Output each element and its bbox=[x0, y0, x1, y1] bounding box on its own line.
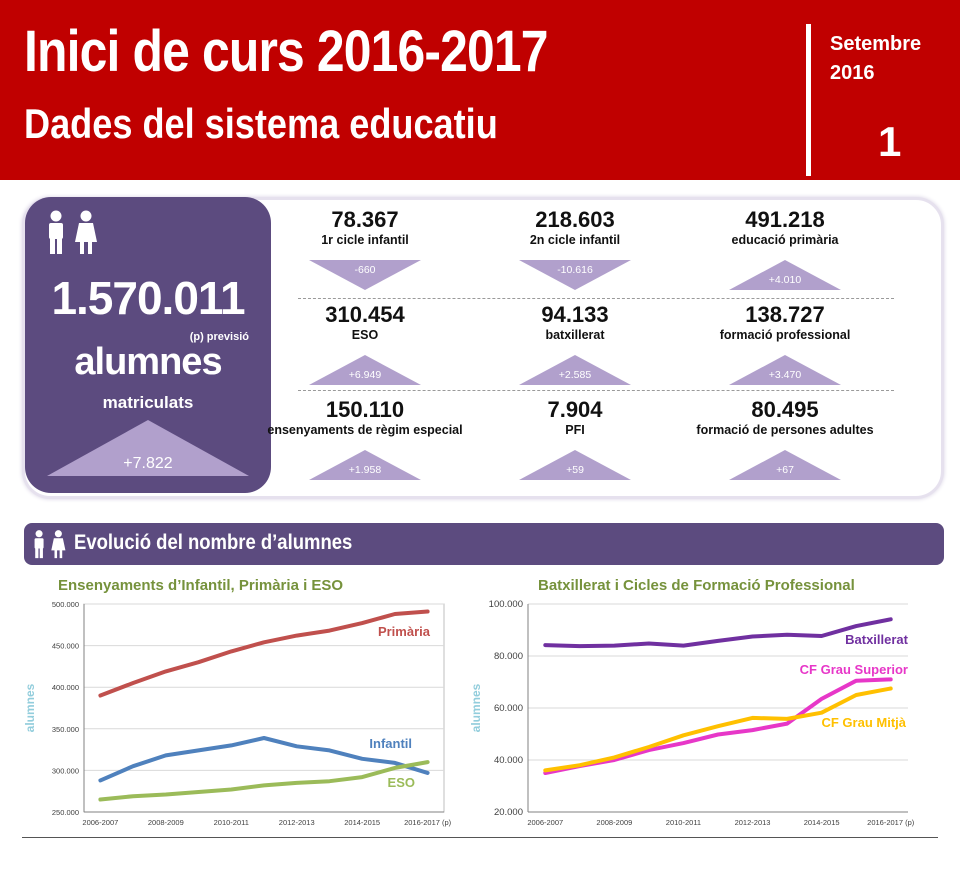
forecast-note: (p) previsió bbox=[189, 331, 249, 343]
stat-change: +1.958 bbox=[348, 464, 382, 476]
stat-value: 7.904 bbox=[547, 397, 603, 422]
y-axis-label: alumnes bbox=[469, 683, 483, 733]
series-label: CF Grau Superior bbox=[799, 662, 908, 677]
page-title: Inici de curs 2016-2017 bbox=[24, 19, 548, 84]
series-label: Infantil bbox=[369, 736, 412, 751]
stat-label: PFI bbox=[565, 423, 585, 437]
total-change-value: +7.822 bbox=[123, 455, 173, 472]
x-tick-label: 2006-2007 bbox=[82, 818, 119, 827]
stat-item bbox=[465, 303, 685, 343]
stat-label: formació professional bbox=[719, 328, 851, 342]
x-tick-label: 2014-2015 bbox=[344, 818, 381, 827]
stat-change: +2.585 bbox=[558, 369, 592, 381]
chart2-title: Batxillerat i Cicles de Formació Professional bbox=[538, 577, 855, 594]
chart-infantil-primaria-eso bbox=[20, 596, 460, 832]
stat-change: +59 bbox=[566, 464, 584, 476]
footer-rule bbox=[22, 837, 938, 838]
x-tick-label: 2016-2017 (p) bbox=[867, 818, 915, 827]
row-divider bbox=[298, 298, 894, 299]
stat-value: 80.495 bbox=[751, 397, 819, 422]
decrease-triangle bbox=[519, 260, 631, 290]
y-tick-label: 400.000 bbox=[51, 683, 79, 693]
total-students-box bbox=[25, 197, 271, 493]
increase-triangle bbox=[729, 355, 841, 385]
stat-label: formació de persones adultes bbox=[696, 423, 874, 437]
stat-label: 2n cicle infantil bbox=[529, 233, 621, 247]
y-tick-label: 80.000 bbox=[493, 651, 523, 662]
y-tick-label: 40.000 bbox=[493, 755, 523, 766]
total-students-value: 1.570.011 bbox=[51, 272, 245, 324]
issue-date bbox=[830, 30, 921, 88]
stat-change: +4.010 bbox=[768, 274, 802, 286]
x-tick-label: 2010-2011 bbox=[213, 818, 249, 827]
stat-value: 310.454 bbox=[325, 302, 405, 327]
decrease-triangle bbox=[309, 260, 421, 290]
stat-item bbox=[255, 208, 475, 248]
series-line-eso bbox=[100, 762, 427, 799]
y-tick-label: 100.000 bbox=[488, 599, 523, 610]
stat-value: 491.218 bbox=[745, 207, 825, 232]
stat-label: ESO bbox=[351, 328, 379, 342]
stat-label: ensenyaments de règim especial bbox=[267, 423, 463, 437]
stat-change: +67 bbox=[776, 464, 794, 476]
stat-label: educació primària bbox=[731, 233, 839, 247]
section-banner bbox=[24, 523, 944, 565]
increase-triangle bbox=[729, 450, 841, 480]
y-tick-label: 20.000 bbox=[493, 807, 523, 818]
issue-month: Setembre bbox=[830, 33, 922, 55]
increase-triangle bbox=[309, 450, 421, 480]
total-students-unit2: matriculats bbox=[102, 393, 194, 412]
stat-item bbox=[675, 208, 895, 248]
series-label: Batxillerat bbox=[845, 632, 908, 647]
y-axis-label: alumnes bbox=[23, 683, 37, 733]
y-tick-label: 300.000 bbox=[51, 766, 79, 776]
stat-change: -10.616 bbox=[557, 264, 593, 276]
section-title: Evolució del nombre d’alumnes bbox=[74, 531, 353, 554]
header-banner bbox=[0, 0, 960, 180]
stat-item bbox=[675, 398, 895, 438]
stat-item bbox=[255, 398, 475, 438]
x-tick-label: 2012-2013 bbox=[734, 818, 771, 827]
x-tick-label: 2008-2009 bbox=[147, 818, 184, 827]
series-label: Primària bbox=[377, 624, 430, 639]
total-students-unit: alumnes bbox=[74, 341, 222, 383]
issue-year: 2016 bbox=[830, 62, 875, 84]
stat-label: batxillerat bbox=[545, 328, 605, 342]
issue-number: 1 bbox=[878, 118, 902, 165]
increase-triangle bbox=[519, 450, 631, 480]
children-icon bbox=[45, 209, 101, 260]
stat-item bbox=[465, 398, 685, 438]
stat-item bbox=[465, 208, 685, 248]
stat-value: 78.367 bbox=[331, 207, 399, 232]
y-tick-label: 350.000 bbox=[51, 724, 79, 734]
header-divider bbox=[806, 24, 811, 176]
increase-triangle bbox=[309, 355, 421, 385]
x-tick-label: 2014-2015 bbox=[803, 818, 840, 827]
row-divider bbox=[298, 390, 894, 391]
stat-label: 1r cicle infantil bbox=[321, 233, 409, 247]
stat-value: 150.110 bbox=[325, 397, 405, 422]
stat-change: +6.949 bbox=[348, 369, 382, 381]
stat-item bbox=[255, 303, 475, 343]
y-tick-label: 250.000 bbox=[51, 808, 79, 817]
increase-triangle bbox=[519, 355, 631, 385]
y-tick-label: 500.000 bbox=[51, 600, 79, 609]
x-tick-label: 2012-2013 bbox=[278, 818, 315, 827]
x-tick-label: 2010-2011 bbox=[665, 818, 702, 827]
children-icon bbox=[32, 529, 68, 564]
y-tick-label: 60.000 bbox=[493, 703, 523, 714]
series-label: ESO bbox=[387, 775, 415, 790]
stat-change: +3.470 bbox=[768, 369, 802, 381]
stat-value: 94.133 bbox=[541, 302, 609, 327]
x-tick-label: 2008-2009 bbox=[596, 818, 633, 827]
y-tick-label: 450.000 bbox=[51, 641, 79, 651]
stat-value: 218.603 bbox=[535, 207, 615, 232]
stat-value: 138.727 bbox=[745, 302, 825, 327]
chart-batxillerat-cicles bbox=[466, 596, 938, 832]
series-label: CF Grau Mitjà bbox=[821, 715, 906, 730]
chart1-title: Ensenyaments d’Infantil, Primària i ESO bbox=[58, 577, 344, 594]
page-subtitle: Dades del sistema educatiu bbox=[24, 100, 498, 147]
x-tick-label: 2016-2017 (p) bbox=[404, 818, 452, 827]
stat-change: -660 bbox=[354, 264, 376, 276]
increase-triangle bbox=[729, 260, 841, 290]
stat-item bbox=[675, 303, 895, 343]
series-line-batxillerat bbox=[545, 619, 890, 646]
x-tick-label: 2006-2007 bbox=[527, 818, 564, 827]
